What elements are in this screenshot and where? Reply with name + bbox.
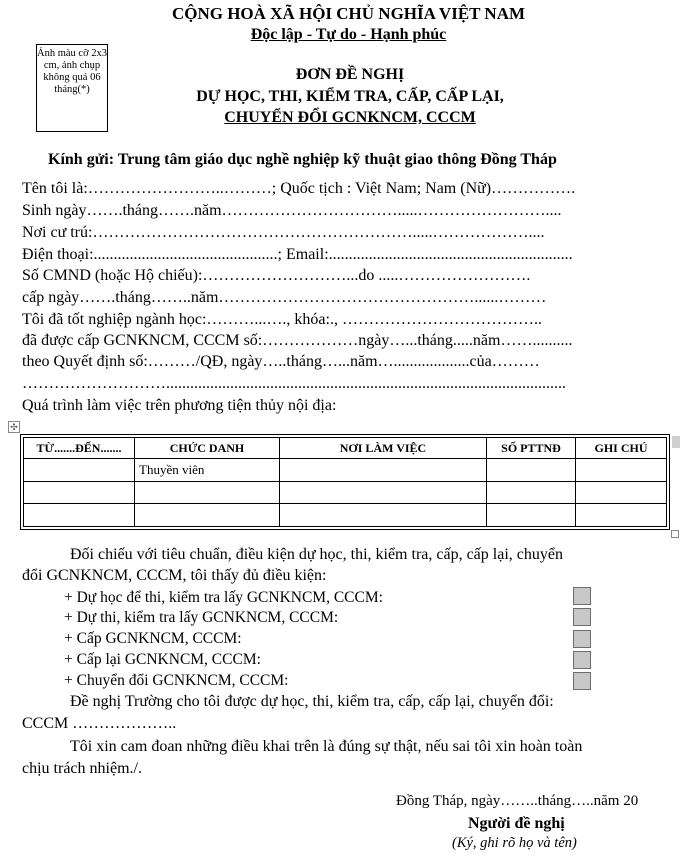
table-cell[interactable] [135,504,280,527]
field-extra-line[interactable]: ……………………….................................................................................................... [22,375,566,392]
field-name-line[interactable]: Tên tôi là:……………………..………; Quốc tịch : Việt Nam; Nam (Nữ)……………. [22,180,576,197]
table-cell[interactable] [280,459,487,482]
request-line1: Đề nghị Trường cho tôi được dự học, thi, kiểm tra, cấp, cấp lại, chuyển đổi: [70,693,554,710]
form-title-line3: CHUYỂN ĐỔI GCNKNCM, CCCM [224,109,476,126]
signature-title: Người đề nghị [468,815,565,832]
table-row [24,504,667,527]
col-header-vessel-number: SỐ PTTNĐ [487,438,576,459]
table-cell[interactable] [576,459,667,482]
table-cell[interactable] [576,504,667,527]
signature-place-date[interactable]: Đồng Tháp, ngày……..tháng…..năm 20 [396,793,639,809]
table-cell[interactable] [280,481,487,504]
col-header-from-to: TỪ.......ĐẾN....... [24,438,135,459]
field-birth-line[interactable]: Sinh ngày…….tháng…….năm…………………………….....…………………….... [22,202,562,219]
table-row [24,459,667,482]
comparison-intro-line1: Đối chiếu với tiêu chuẩn, điều kiện dự học, thi, kiểm tra, cấp, cấp lại, chuyển [70,546,563,563]
table-cell[interactable] [24,459,135,482]
table-move-handle-icon[interactable]: ✣ [8,421,20,433]
table-cell[interactable] [576,481,667,504]
table-cell[interactable] [135,481,280,504]
option-reissue-label: + Cấp lại GCNKNCM, CCCM: [64,651,261,668]
commitment-line2: chịu trách nhiệm./. [22,760,142,777]
recipient: Kính gửi: Trung tâm giáo dục nghề nghiệp kỹ thuật giao thông Đồng Tháp [48,151,557,168]
field-id-date-line[interactable]: cấp ngày…….tháng……..năm…………………………………………......……… [22,289,547,306]
work-history-table [20,434,670,530]
option-study-checkbox[interactable] [573,587,591,605]
field-graduation-line[interactable]: Tôi đã tốt nghiệp ngành học:………...…., khóa:., ……………………………….. [22,311,542,328]
signature-note: (Ký, ghi rõ họ và tên) [452,835,577,851]
option-reissue-checkbox[interactable] [573,651,591,669]
col-header-notes: GHI CHÚ [576,438,667,459]
field-id-line[interactable]: Số CMND (hoặc Hộ chiếu):………………………...do .....……………………. [22,267,531,284]
form-title-line2: DỰ HỌC, THI, KIỂM TRA, CẤP, CẤP LẠI, [196,88,504,105]
table-cell[interactable] [487,459,576,482]
form-title-line1: ĐƠN ĐỀ NGHỊ [295,66,405,83]
table-cell[interactable] [24,504,135,527]
commitment-line1: Tôi xin cam đoan những điều khai trên là đúng sự thật, nếu sai tôi xin hoàn toàn [70,738,583,755]
table-edge-marker [672,436,680,448]
field-phone-email-line[interactable]: Điện thoại:..............................................; Email:............................................................. [22,246,573,263]
option-convert-label: + Chuyển đổi GCNKNCM, CCCM: [64,672,289,689]
field-residence-line[interactable]: Nơi cư trú:…………………………………………………….....……………….... [22,224,545,241]
option-exam-label: + Dự thi, kiểm tra lấy GCNKNCM, CCCM: [64,609,339,626]
work-history-label: Quá trình làm việc trên phương tiện thủy nội địa: [22,397,337,414]
table-cell[interactable] [24,481,135,504]
table-row [24,481,667,504]
option-study-label: + Dự học để thi, kiểm tra lấy GCNKNCM, CCCM: [64,589,383,606]
table-header-row [24,438,667,459]
table-cell[interactable] [487,481,576,504]
field-decision-line[interactable]: theo Quyết định số:………/QĐ, ngày…..tháng…...năm…...................của……… [22,353,540,370]
photo-placeholder-box: Ảnh màu cỡ 2x3 cm, ảnh chụp không quá 06 tháng(*) [36,44,108,132]
comparison-intro-line2: đổi GCNKNCM, CCCM, tôi thấy đủ điều kiện: [22,567,327,584]
option-issue-checkbox[interactable] [573,630,591,648]
option-exam-checkbox[interactable] [573,608,591,626]
table-cell[interactable] [487,504,576,527]
table-cell[interactable] [280,504,487,527]
col-header-workplace: NƠI LÀM VIỆC [280,438,487,459]
table-resize-handle[interactable] [671,530,679,538]
field-certificate-line[interactable]: đã được cấp GCNKNCM, CCCM số:………………ngày…...tháng.....năm…….......... [22,332,573,349]
option-issue-label: + Cấp GCNKNCM, CCCM: [64,630,242,647]
motto: Độc lập - Tự do - Hạnh phúc [250,26,447,43]
col-header-position: CHỨC DANH [135,438,280,459]
option-convert-checkbox[interactable] [573,672,591,690]
table-cell[interactable]: Thuyền viên [135,459,280,482]
request-line2[interactable]: CCCM ……………….. [22,715,177,732]
country-heading: CỘNG HOÀ XÃ HỘI CHỦ NGHĨA VIỆT NAM [171,4,526,23]
